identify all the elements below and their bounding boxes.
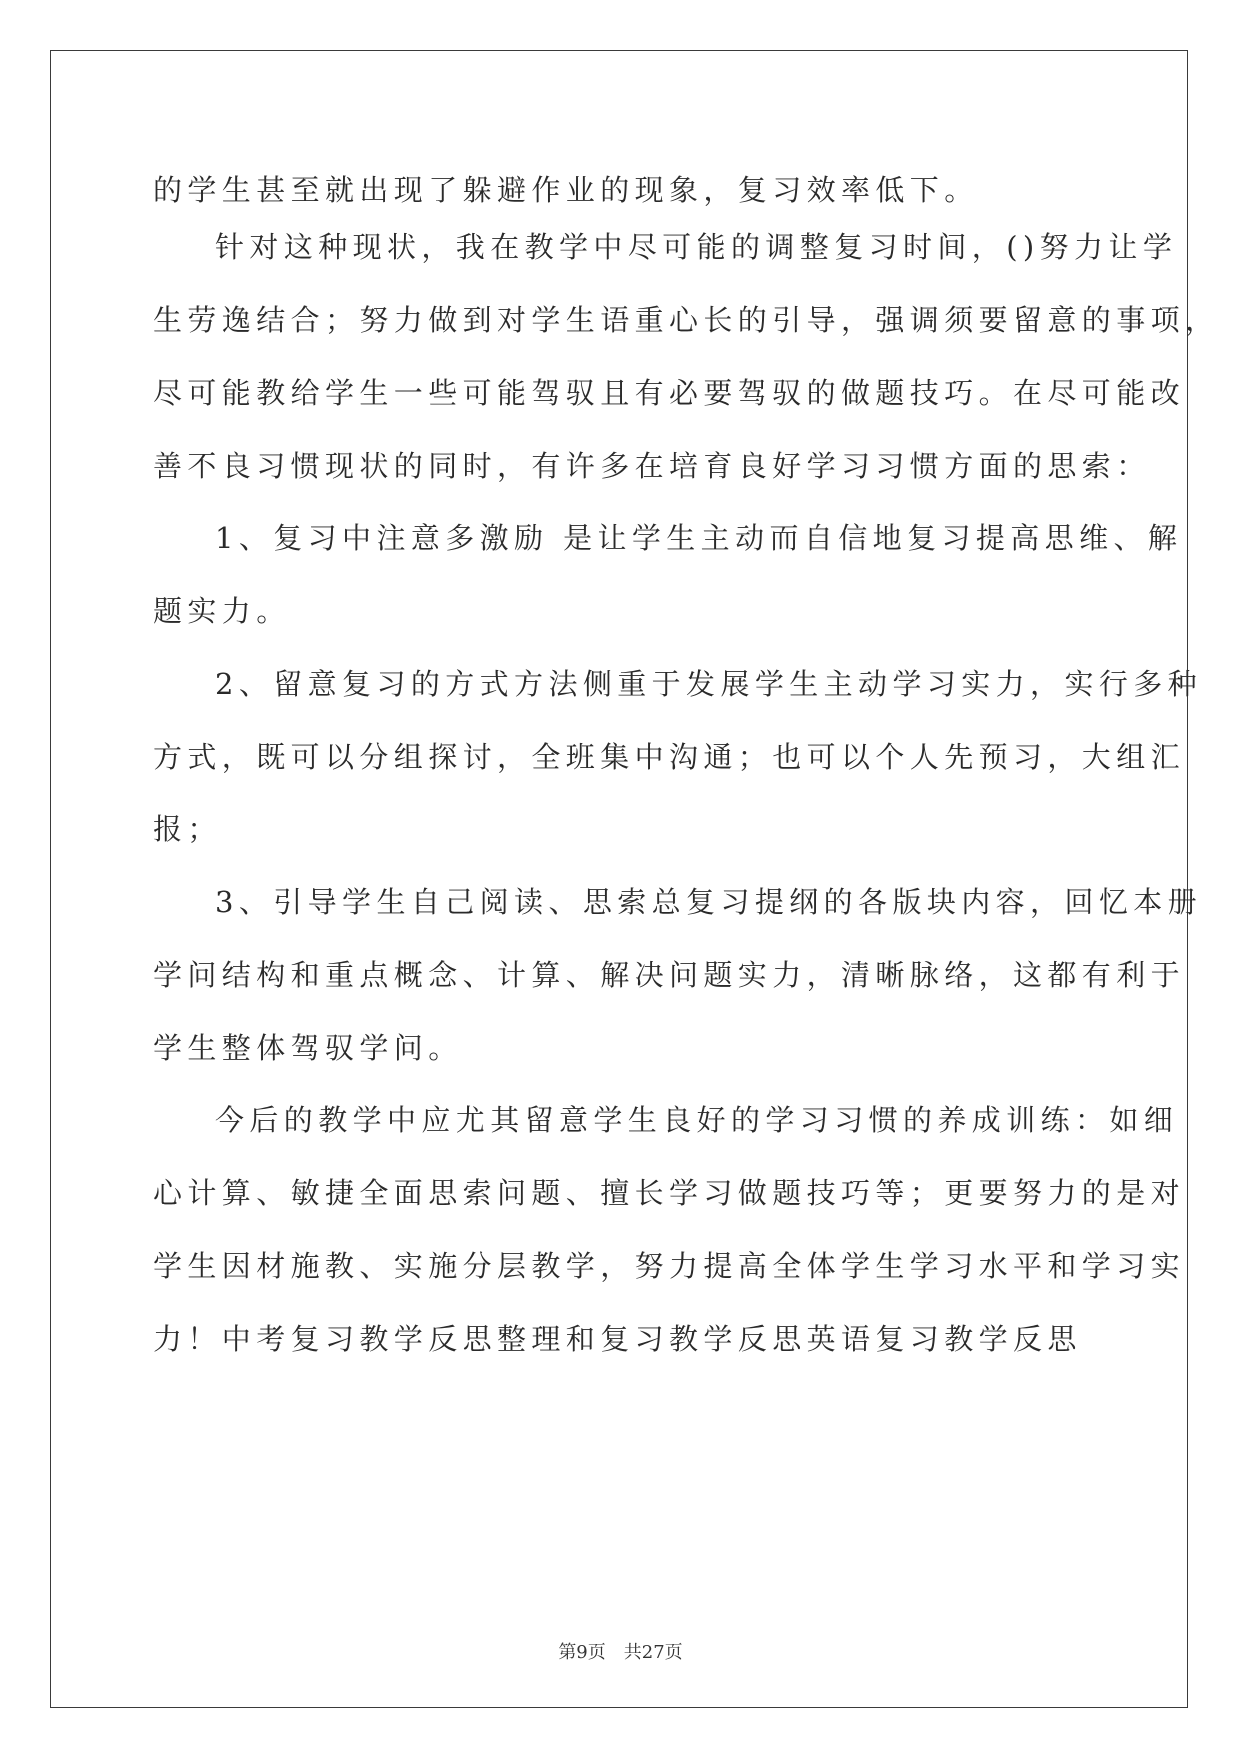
body-line: 2、留意复习的方式方法侧重于发展学生主动学习实力，实行多种 (215, 667, 1203, 701)
body-line: 尽可能教给学生一些可能驾驭且有必要驾驭的做题技巧。在尽可能改 (153, 376, 1186, 410)
body-line: 学问结构和重点概念、计算、解决问题实力，清晰脉络，这都有利于 (153, 958, 1186, 992)
body-line: 今后的教学中应尤其留意学生良好的学习习惯的养成训练：如细 (215, 1103, 1179, 1137)
body-line: 3、引导学生自己阅读、思索总复习提纲的各版块内容，回忆本册 (215, 885, 1203, 919)
page-number-footer: 第9页 共27页 (558, 1642, 683, 1663)
body-line: 善不良习惯现状的同时，有许多在培育良好学习习惯方面的思索： (153, 449, 1151, 483)
body-line: 学生整体驾驭学问。 (153, 1031, 463, 1065)
body-line: 方式，既可以分组探讨，全班集中沟通；也可以个人先预习，大组汇 (153, 740, 1186, 774)
body-line: 生劳逸结合；努力做到对学生语重心长的引导，强调须要留意的事项， (153, 303, 1220, 337)
body-line: 心计算、敏捷全面思索问题、擅长学习做题技巧等；更要努力的是对 (153, 1176, 1186, 1210)
body-line: 报； (153, 812, 222, 846)
body-line: 1、复习中注意多激励 是让学生主动而自信地复习提高思维、解 (215, 521, 1183, 555)
body-line: 题实力。 (153, 594, 291, 628)
body-line: 针对这种现状，我在教学中尽可能的调整复习时间，()努力让学 (215, 230, 1178, 264)
page-frame (50, 50, 1220, 1708)
body-line: 学生因材施教、实施分层教学，努力提高全体学生学习水平和学习实 (153, 1249, 1186, 1283)
body-line: 的学生甚至就出现了躲避作业的现象，复习效率低下。 (153, 173, 979, 207)
body-line: 力！中考复习教学反思整理和复习教学反思英语复习教学反思 (153, 1322, 1082, 1356)
